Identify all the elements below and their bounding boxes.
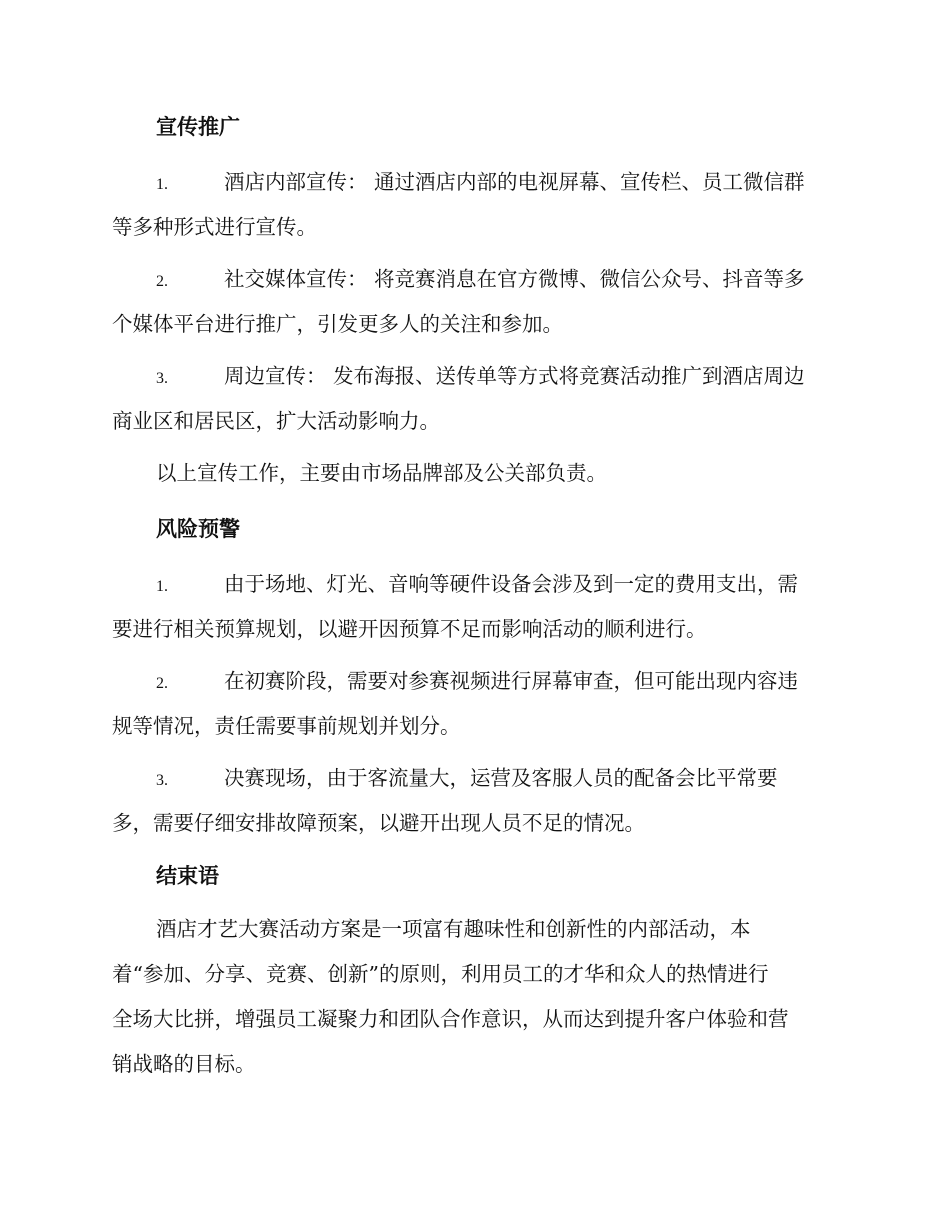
section-heading-conclusion: 结束语: [156, 864, 219, 888]
item-text-line1: 由于场地、灯光、音响等硬件设备会涉及到一定的费用支出，需: [224, 572, 798, 596]
item-text-line1: 在初赛阶段，需要对参赛视频进行屏幕审查，但可能出现内容违: [224, 669, 798, 693]
item-text-line2: 多，需要仔细安排故障预案，以避开出现人员不足的情况。: [112, 811, 645, 835]
item-number: 3.: [156, 772, 168, 789]
promo-note: [112, 451, 842, 496]
section-heading-risk: 风险预警: [156, 517, 240, 541]
item-text-line1: 决赛现场，由于客流量大，运营及客服人员的配备会比平常要: [224, 766, 778, 790]
item-text-line1: 社交媒体宣传： 将竞赛消息在官方微博、微信公众号、抖音等多: [224, 267, 805, 291]
item-text-line2: 个媒体平台进行推广，引发更多人的关注和参加。: [112, 312, 563, 336]
risk-item-2: [112, 659, 842, 749]
section-heading-promo: 宣传推广: [156, 115, 240, 139]
promo-item-1: [112, 160, 842, 250]
item-number: 1.: [156, 578, 168, 595]
conclusion-line-1: 酒店才艺大赛活动方案是一项富有趣味性和创新性的内部活动，本: [156, 917, 751, 941]
promo-item-3: [112, 354, 842, 444]
conclusion-paragraph: [112, 907, 842, 1087]
item-text-line2: 等多种形式进行宣传。: [112, 215, 317, 239]
conclusion-line-3: 全场大比拼，增强员工凝聚力和团队合作意识，从而达到提升客户体验和营: [112, 1007, 789, 1031]
item-number: 1.: [156, 176, 168, 193]
item-text-line2: 商业区和居民区，扩大活动影响力。: [112, 409, 440, 433]
item-number: 2.: [156, 675, 168, 692]
item-text-line2: 要进行相关预算规划，以避开因预算不足而影响活动的顺利进行。: [112, 617, 707, 641]
item-text-line1: 周边宣传： 发布海报、送传单等方式将竞赛活动推广到酒店周边: [224, 364, 805, 388]
item-text-line1: 酒店内部宣传： 通过酒店内部的电视屏幕、宣传栏、员工微信群: [224, 170, 805, 194]
risk-item-3: [112, 756, 842, 846]
item-number: 3.: [156, 370, 168, 387]
risk-item-1: [112, 562, 842, 652]
promo-note-text: 以上宣传工作，主要由市场品牌部及公关部负责。: [156, 461, 607, 485]
conclusion-line-2: 着“参加、分享、竞赛、创新”的原则，利用员工的才华和众人的热情进行: [112, 962, 769, 986]
promo-item-2: [112, 257, 842, 347]
conclusion-line-4: 销战略的目标。: [112, 1052, 256, 1076]
item-number: 2.: [156, 273, 168, 290]
item-text-line2: 规等情况，责任需要事前规划并划分。: [112, 714, 461, 738]
